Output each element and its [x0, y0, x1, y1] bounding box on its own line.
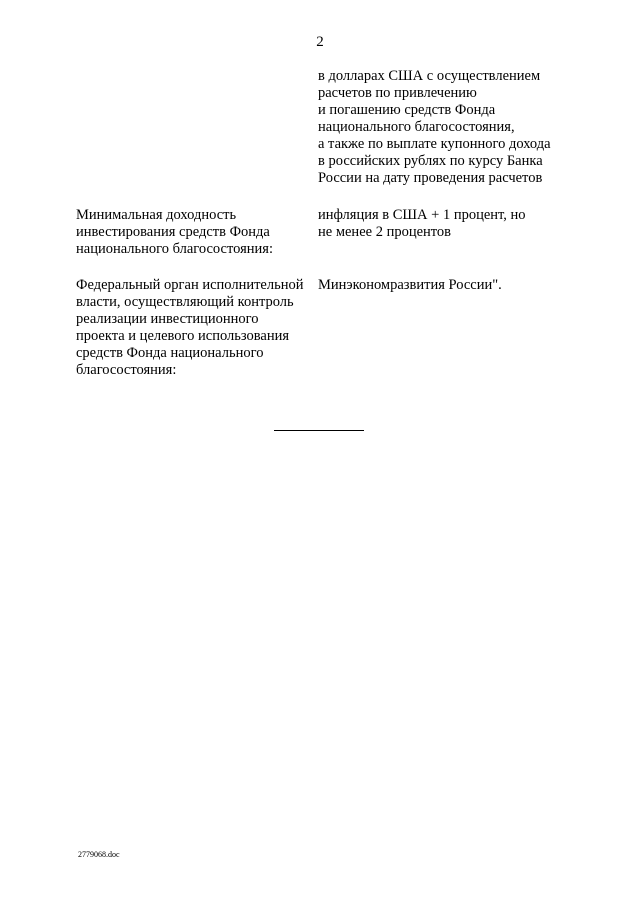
text-line: а также по выплате купонного дохода [318, 136, 551, 152]
label-line: проекта и целевого использования [76, 328, 290, 344]
text-line: национального благосостояния, [318, 119, 515, 135]
label-line: национального благосостояния: [76, 241, 273, 257]
value-line: инфляция в США + 1 процент, но [318, 207, 526, 223]
text-line: в долларах США с осуществлением [318, 68, 541, 84]
footer-file-name: 2779068.doc [78, 850, 120, 859]
currency-settlement-text [318, 68, 618, 187]
value-line: не менее 2 процентов [318, 224, 452, 240]
label-line: реализации инвестиционного [76, 311, 259, 327]
label-line: инвестирования средств Фонда [76, 224, 270, 240]
text-line: расчетов по привлечению [318, 85, 477, 101]
federal-organ-value [318, 277, 618, 294]
min-yield-value [318, 207, 618, 241]
text-line: России на дату проведения расчетов [318, 170, 543, 186]
label-line: Федеральный орган исполнительной [76, 277, 304, 293]
federal-organ-label [76, 277, 312, 379]
label-line: средств Фонда национального [76, 345, 264, 361]
end-separator-line [274, 430, 364, 431]
value-line: Минэкономразвития России". [318, 277, 502, 293]
page-number: 2 [316, 34, 324, 50]
min-yield-label [76, 207, 312, 258]
label-line: власти, осуществляющий контроль [76, 294, 294, 310]
label-line: Минимальная доходность [76, 207, 237, 223]
label-line: благосостояния: [76, 362, 177, 378]
text-line: в российских рублях по курсу Банка [318, 153, 543, 169]
text-line: и погашению средств Фонда [318, 102, 496, 118]
